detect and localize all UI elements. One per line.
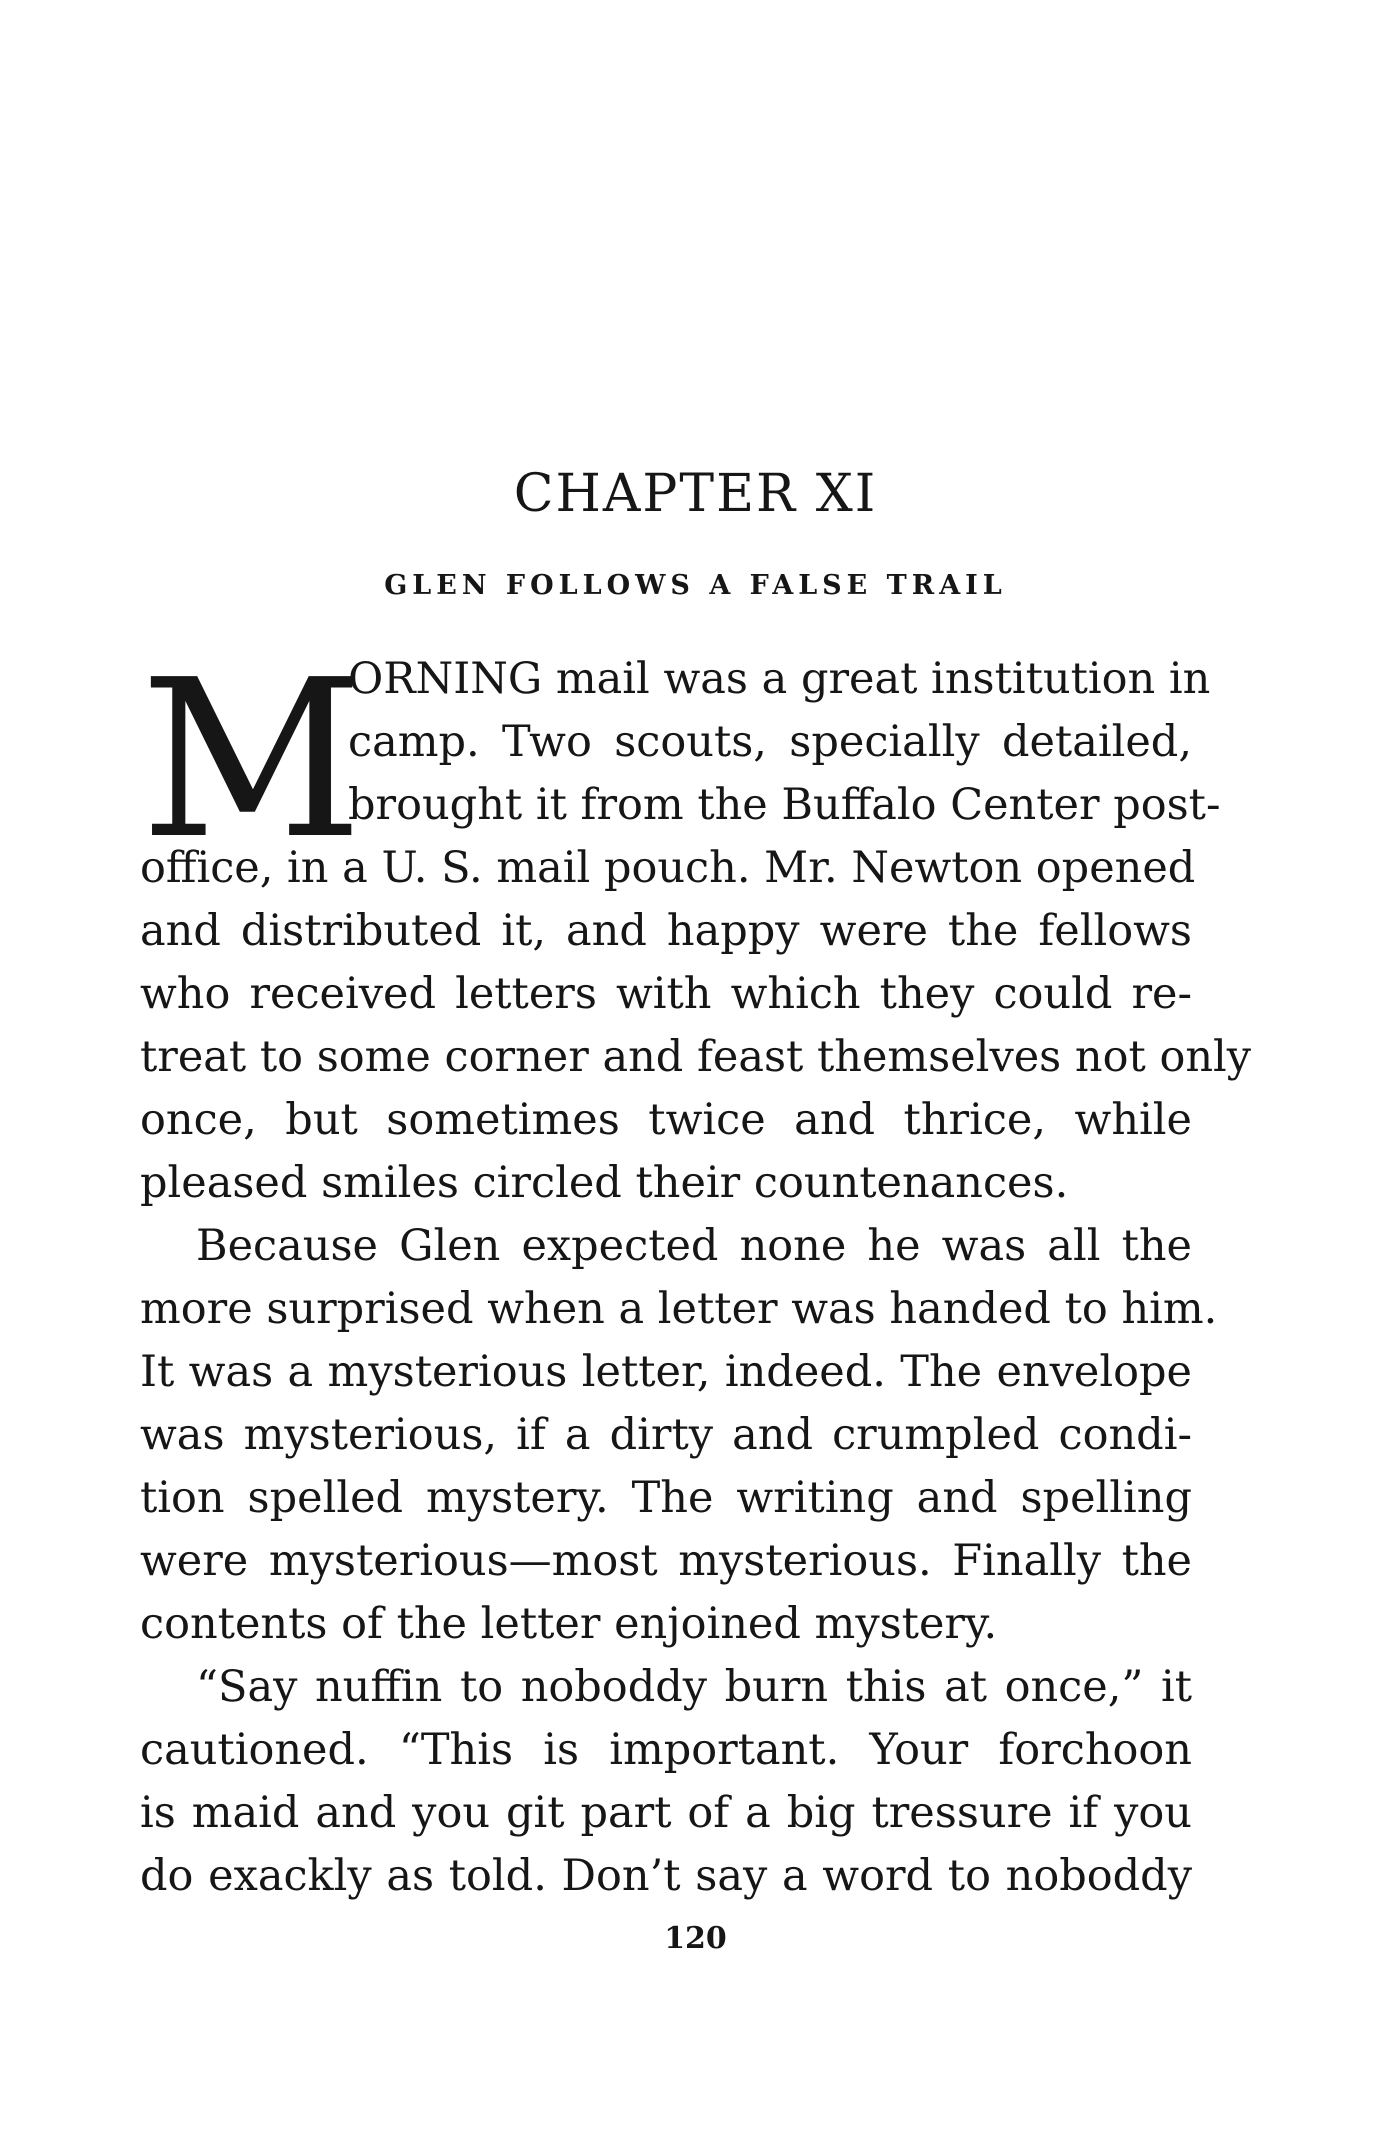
text-line: It was a mysterious letter, indeed. The envelope [140,1347,1192,1397]
text-line: pleased smiles circled their countenances. [140,1158,1069,1208]
text-line: cautioned. “This is important. Your forchoon [140,1725,1192,1775]
drop-cap: M [140,634,364,887]
text-line: contents of the letter enjoined mystery. [140,1599,998,1649]
text-line: more surprised when a letter was handed to him. [140,1284,1218,1334]
text-line: who received letters with which they could re- [140,969,1192,1019]
chapter-subtitle: GLEN FOLLOWS A FALSE TRAIL [384,570,1007,601]
text-line: once, but sometimes twice and thrice, while [140,1095,1192,1145]
text-line: is maid and you git part of a big tressure if you [140,1788,1192,1838]
text-line: was mysterious, if a dirty and crumpled condi- [140,1410,1192,1460]
text-line: ORNING mail was a great institution in [348,654,1211,704]
text-line: do exackly as told. Don’t say a word to noboddy [140,1851,1192,1901]
text-line: Because Glen expected none he was all the [196,1221,1192,1271]
text-line: were mysterious—most mysterious. Finally the [140,1536,1192,1586]
text-line: “Say nuffin to noboddy burn this at once,” it [196,1662,1192,1712]
text-line: brought it from the Buffalo Center post- [348,780,1221,830]
page-number: 120 [664,1921,727,1956]
text-line: camp. Two scouts, specially detailed, [348,717,1192,767]
chapter-title: CHAPTER XI [513,464,878,524]
text-line: treat to some corner and feast themselves not only [140,1032,1252,1082]
text-line: office, in a U. S. mail pouch. Mr. Newton opened [140,843,1196,893]
body-text [140,634,1252,1908]
text-line: tion spelled mystery. The writing and spelling [140,1473,1192,1523]
text-line: and distributed it, and happy were the fellows [140,906,1192,956]
